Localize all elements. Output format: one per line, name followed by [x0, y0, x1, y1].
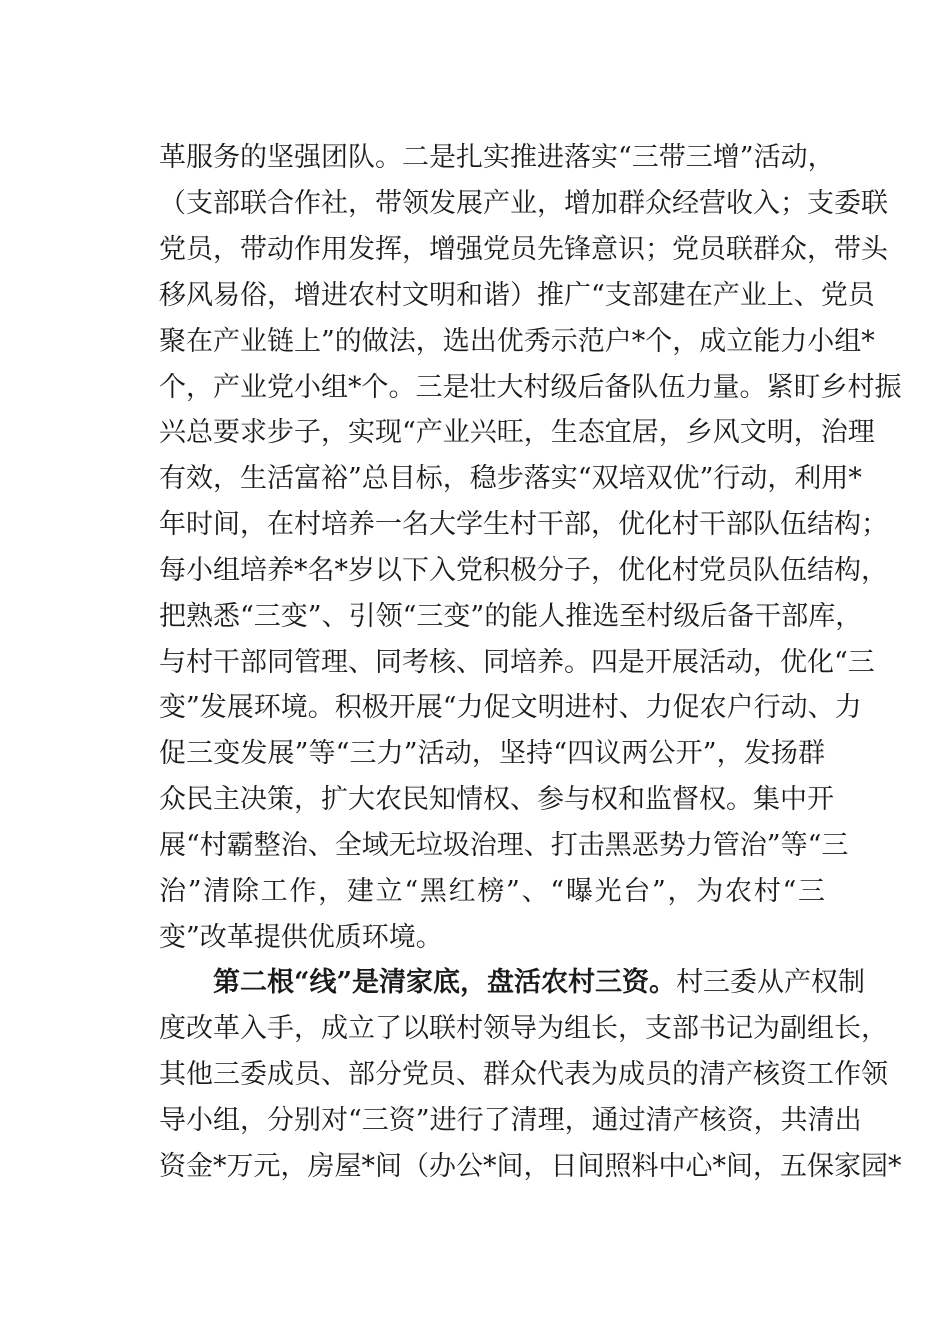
text-line: 革服务的坚强团队。二是扎实推进落实“三带三增”活动， [159, 142, 835, 173]
text-line: 变”发展环境。积极开展“力促文明进村、力促农户行动、力 [159, 692, 862, 723]
text-line: 促三变发展”等“三力”活动，坚持“四议两公开”，发扬群 [159, 738, 825, 769]
text-line: 其他三委成员、部分党员、群众代表为成员的清产核资工作领 [159, 1059, 888, 1090]
paragraph-lead-text: 村三委从产权制 [676, 967, 866, 998]
text-line: 与村干部同管理、同考核、同培养。四是开展活动，优化“三 [159, 647, 875, 678]
text-line: 资金*万元，房屋*间（办公*间，日间照料中心*间，五保家园* [159, 1151, 902, 1182]
text-line: 导小组，分别对“三资”进行了清理，通过清产核资，共清出 [159, 1105, 862, 1136]
text-line: 有效，生活富裕”总目标，稳步落实“双培双优”行动，利用* [159, 463, 862, 494]
text-line: 度改革入手，成立了以联村领导为组长，支部书记为副组长， [159, 1013, 888, 1044]
text-line: 移风易俗，增进农村文明和谐）推广“支部建在产业上、党员 [159, 280, 875, 311]
text-line: 变”改革提供优质环境。 [159, 922, 443, 953]
text-line: 党员，带动作用发挥，增强党员先锋意识；党员联群众，带头 [159, 234, 888, 265]
text-line: （支部联合作社，带领发展产业，增加群众经营收入；支委联 [159, 188, 888, 219]
text-line: 展“村霸整治、全域无垃圾治理、打击黑恶势力管治”等“三 [159, 830, 849, 861]
text-line: 每小组培养*名*岁以下入党积极分子，优化村党员队伍结构， [159, 555, 888, 586]
paragraph-first-line [213, 963, 866, 1003]
text-line: 众民主决策，扩大农民知情权、参与权和监督权。集中开 [159, 784, 834, 815]
text-line: 聚在产业链上”的做法，选出优秀示范户*个，成立能力小组* [159, 326, 875, 357]
text-line: 治”清除工作，建立“黑红榜”、“曝光台”，为农村“三 [159, 876, 825, 907]
paragraph-heading: 第二根“线”是清家底，盘活农村三资。 [213, 967, 677, 998]
text-line: 兴总要求步子，实现“产业兴旺，生态宜居，乡风文明，治理 [159, 417, 875, 448]
text-line: 个，产业党小组*个。三是壮大村级后备队伍力量。紧盯乡村振 [159, 372, 902, 403]
text-line: 把熟悉“三变”、引领“三变”的能人推选至村级后备干部库， [159, 601, 863, 632]
text-line: 年时间，在村培养一名大学生村干部，优化村干部队伍结构； [159, 509, 888, 540]
